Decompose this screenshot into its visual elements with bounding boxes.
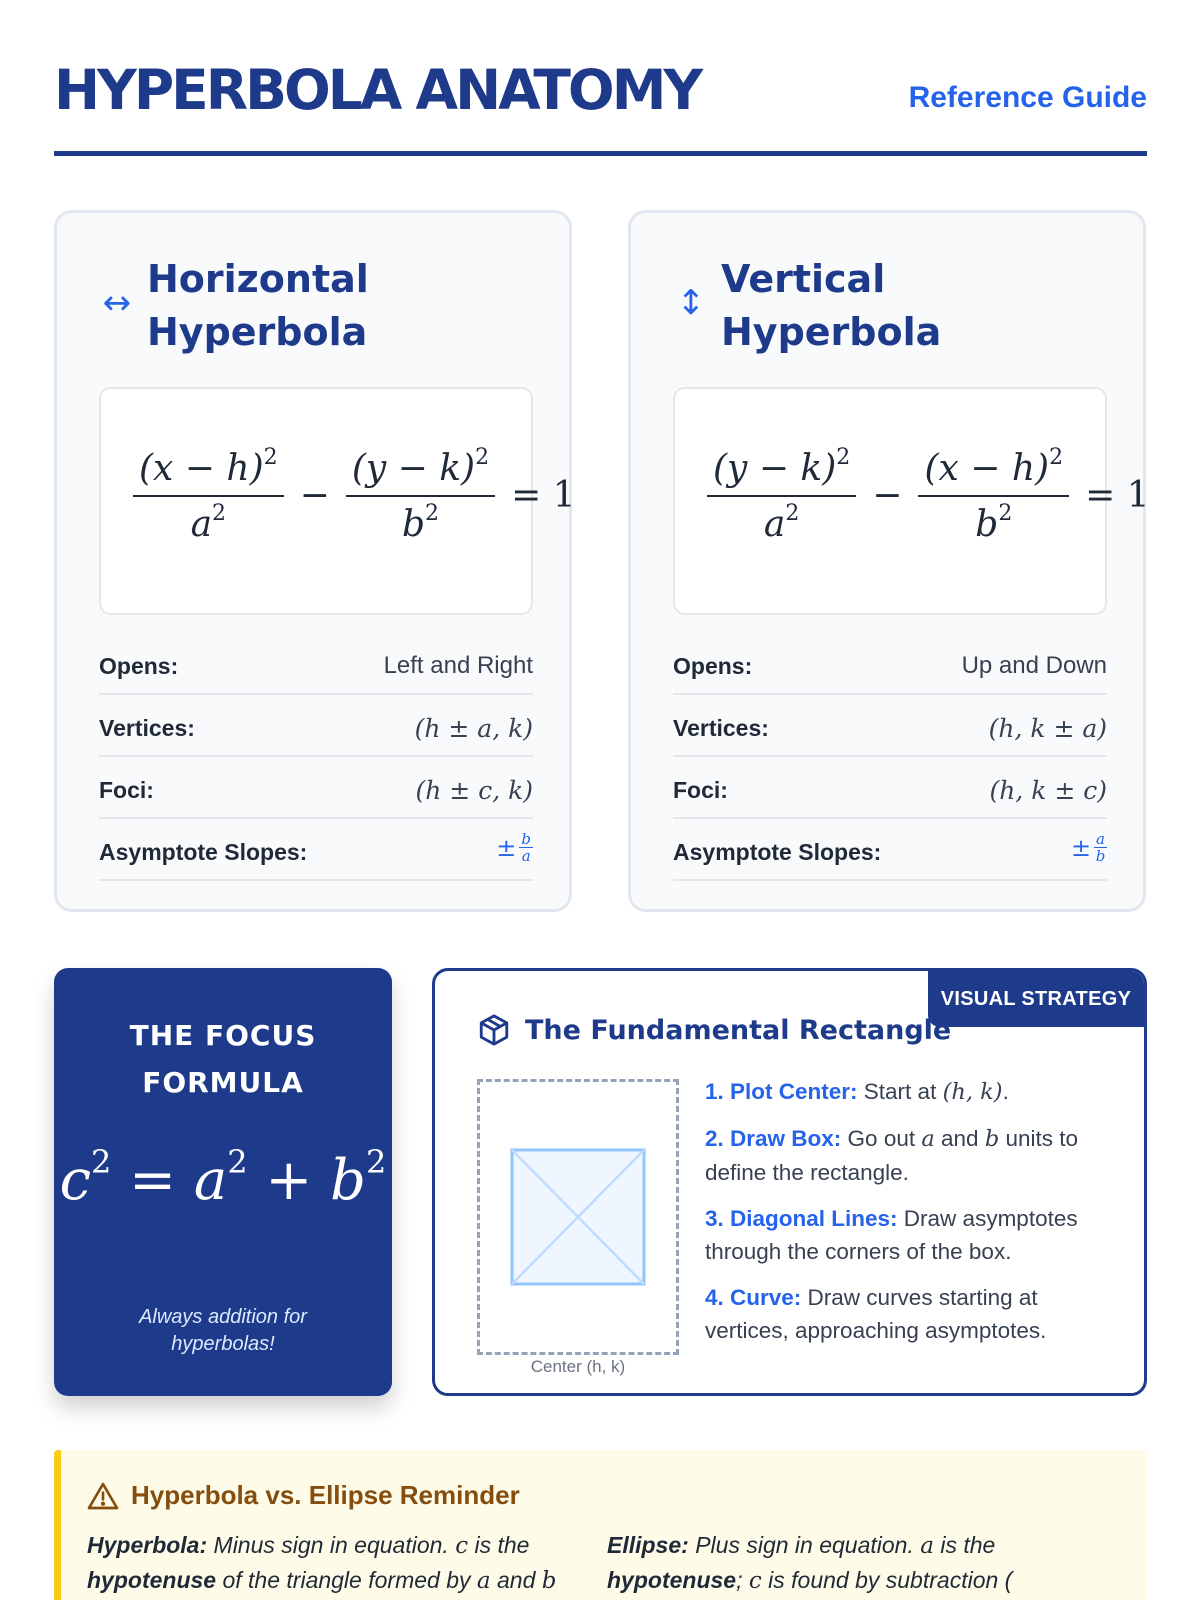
equals-sign: =: [111, 1148, 194, 1213]
fraction-numerator: (x − h): [139, 448, 264, 489]
property-value: Left and Right: [383, 652, 533, 679]
diagram-label: Center (h, k): [530, 1357, 626, 1376]
reminder-emphasis: hypotenuse: [87, 1567, 217, 1593]
plus-minus-sign: ±: [1070, 833, 1092, 862]
exponent: 2: [212, 501, 227, 526]
exponent: 2: [1049, 445, 1064, 470]
reminder-label: Hyperbola:: [87, 1532, 208, 1558]
card-title-line1: Vertical: [721, 257, 886, 301]
slope-fraction: [519, 831, 533, 864]
exponent: 2: [90, 1143, 112, 1181]
equation-fraction-2: [916, 445, 1071, 545]
minus-operator: −: [872, 474, 903, 516]
variable-a: a: [193, 1148, 228, 1213]
page-subtitle: Reference Guide: [908, 81, 1147, 114]
reminder-header: [87, 1480, 520, 1511]
warning-icon: [87, 1481, 119, 1511]
slope-numerator: a: [1096, 830, 1105, 848]
reminder-math: c: [455, 1533, 469, 1559]
reminder-text: Minus sign in equation.: [207, 1532, 456, 1558]
reminder-text: is the: [468, 1532, 530, 1558]
property-row-vertices: [673, 695, 1107, 757]
exponent: 2: [424, 501, 439, 526]
fraction-denominator: a: [190, 504, 213, 545]
reminder-text: of the triangle formed by: [216, 1567, 477, 1593]
property-label: Asymptote Slopes:: [99, 839, 308, 865]
plus-minus-sign: ±: [496, 833, 517, 862]
step-math: b: [984, 1126, 1000, 1152]
equals-one: = 1: [1085, 474, 1150, 516]
variable-c: c: [59, 1148, 91, 1213]
cube-icon: [477, 1013, 511, 1047]
property-row-asymptote-slopes: [673, 819, 1107, 881]
fraction-numerator: (y − k): [351, 448, 476, 489]
property-label: Opens:: [99, 653, 179, 679]
reminder-text: is found by subtraction (: [761, 1567, 1013, 1593]
property-value: (h ± a, k): [414, 714, 533, 743]
property-row-foci: [673, 757, 1107, 819]
standard-equation-box: [99, 387, 576, 615]
fraction-denominator: b: [975, 504, 999, 545]
rectangle-title: [477, 1013, 951, 1047]
reminder-math: c: [748, 1568, 762, 1594]
rectangle-steps: [705, 1075, 1125, 1360]
exponent: 2: [263, 445, 278, 470]
card-header: [671, 253, 1111, 363]
visual-strategy-badge: VISUAL STRATEGY: [928, 971, 1144, 1027]
fraction-numerator: (x − h): [924, 448, 1050, 489]
property-label: Opens:: [673, 653, 753, 679]
step-text: Go out: [841, 1126, 922, 1151]
step-text: units to define the rectangle.: [705, 1126, 1079, 1185]
property-value: (h ± c, k): [415, 776, 533, 805]
focus-formula-title: [54, 1012, 392, 1106]
reminder-text: ;: [736, 1567, 749, 1593]
slope-fraction: [1094, 831, 1107, 864]
step-math: a: [921, 1126, 935, 1152]
step-label: 1. Plot Center:: [705, 1079, 858, 1104]
step-text: Draw curves starting at vertices, approaching asymptotes.: [705, 1285, 1047, 1343]
property-row-asymptote-slopes: [99, 819, 533, 881]
property-row-foci: [99, 757, 533, 819]
fraction-denominator: b: [401, 504, 425, 545]
hyperbola-reminder: [87, 1528, 587, 1598]
property-value: [496, 831, 533, 864]
exponent: 2: [785, 501, 800, 526]
property-label: Asymptote Slopes:: [673, 839, 882, 865]
card-title-line2: Hyperbola: [147, 310, 368, 354]
equation-fraction-1: [705, 445, 858, 545]
card-title-line1: Horizontal: [147, 257, 369, 301]
card-title: [721, 253, 941, 359]
slope-denominator: a: [521, 847, 531, 865]
property-list: [673, 633, 1107, 881]
standard-equation-box: [673, 387, 1150, 615]
page-header: [54, 52, 1147, 156]
slope-denominator: b: [1095, 847, 1106, 865]
property-row-opens: [673, 633, 1107, 695]
reminder-math: a: [920, 1533, 934, 1559]
property-row-vertices: [99, 695, 533, 757]
focus-formula-card: [54, 968, 392, 1396]
property-label: Foci:: [99, 777, 154, 803]
minus-operator: −: [299, 474, 330, 516]
property-row-opens: [99, 633, 533, 695]
step-text: Start at: [857, 1079, 943, 1104]
equation-fraction-1: [131, 445, 286, 545]
fraction-numerator: (y − k): [713, 448, 837, 489]
card-header: [97, 253, 537, 363]
exponent: 2: [366, 1143, 387, 1181]
reminder-title: Hyperbola vs. Ellipse Reminder: [131, 1480, 520, 1510]
vertical-hyperbola-card: [628, 210, 1150, 912]
property-label: Vertices:: [673, 715, 769, 741]
exponent: 2: [227, 1143, 248, 1181]
focus-note: Always addition for hyperbolas!: [139, 1306, 307, 1355]
fundamental-rectangle-card: [432, 968, 1147, 1396]
exponent: 2: [836, 445, 851, 470]
rectangle-diagram: [477, 1079, 679, 1355]
property-value: Up and Down: [961, 652, 1107, 679]
variable-b: b: [330, 1148, 367, 1213]
focus-equation: [54, 1143, 392, 1213]
reminder-math: a: [476, 1568, 491, 1594]
exponent: 2: [475, 445, 490, 470]
card-title: [147, 253, 369, 359]
step-text: Draw asymptotes through the corners of the box.: [705, 1206, 1078, 1264]
rectangle-title-text: The Fundamental Rectangle: [525, 1014, 952, 1046]
reminder-box: [54, 1450, 1147, 1600]
property-label: Foci:: [673, 777, 728, 803]
standard-equation: [131, 445, 576, 545]
card-title-line2: Hyperbola: [721, 310, 942, 354]
step-text: .: [1002, 1079, 1009, 1104]
step-item: [705, 1202, 1125, 1268]
reminder-label: Ellipse:: [607, 1532, 689, 1558]
step-math: (h, k): [942, 1079, 1003, 1105]
standard-equation: [705, 445, 1150, 545]
step-item: [705, 1281, 1125, 1347]
plus-sign: +: [247, 1148, 331, 1213]
property-value: (h, k ± c): [989, 776, 1107, 805]
slope-numerator: b: [521, 830, 531, 848]
property-list: [99, 633, 533, 881]
property-value: [1071, 831, 1107, 864]
focus-title-line2: FORMULA: [142, 1066, 304, 1099]
page-title: HYPERBOLA ANATOMY: [54, 58, 701, 122]
reminder-text: and: [490, 1567, 542, 1593]
property-label: Vertices:: [99, 715, 195, 741]
rectangle-diagram-graphic: [510, 1148, 646, 1286]
fraction-denominator: a: [763, 504, 786, 545]
step-item: [705, 1075, 1125, 1109]
vertical-arrows-icon: ↕: [676, 283, 706, 323]
step-text: and: [934, 1126, 985, 1151]
reminder-text: Plus sign in equation.: [688, 1532, 921, 1558]
step-label: 4. Curve:: [705, 1285, 802, 1310]
focus-title-line1: THE FOCUS: [129, 1019, 317, 1052]
step-label: 2. Draw Box:: [705, 1126, 842, 1151]
ellipse-reminder: [607, 1528, 1107, 1598]
equals-one: = 1: [511, 474, 576, 516]
property-value: (h, k ± a): [988, 714, 1107, 743]
reminder-text: is the: [933, 1532, 996, 1558]
reminder-emphasis: hypotenuse: [607, 1567, 737, 1593]
exponent: 2: [998, 501, 1013, 526]
reminder-math: b: [541, 1568, 557, 1594]
step-item: [705, 1122, 1125, 1189]
horizontal-arrows-icon: ↔: [102, 283, 132, 323]
horizontal-hyperbola-card: [54, 210, 576, 912]
equation-fraction-2: [344, 445, 497, 545]
step-label: 3. Diagonal Lines:: [705, 1206, 898, 1231]
